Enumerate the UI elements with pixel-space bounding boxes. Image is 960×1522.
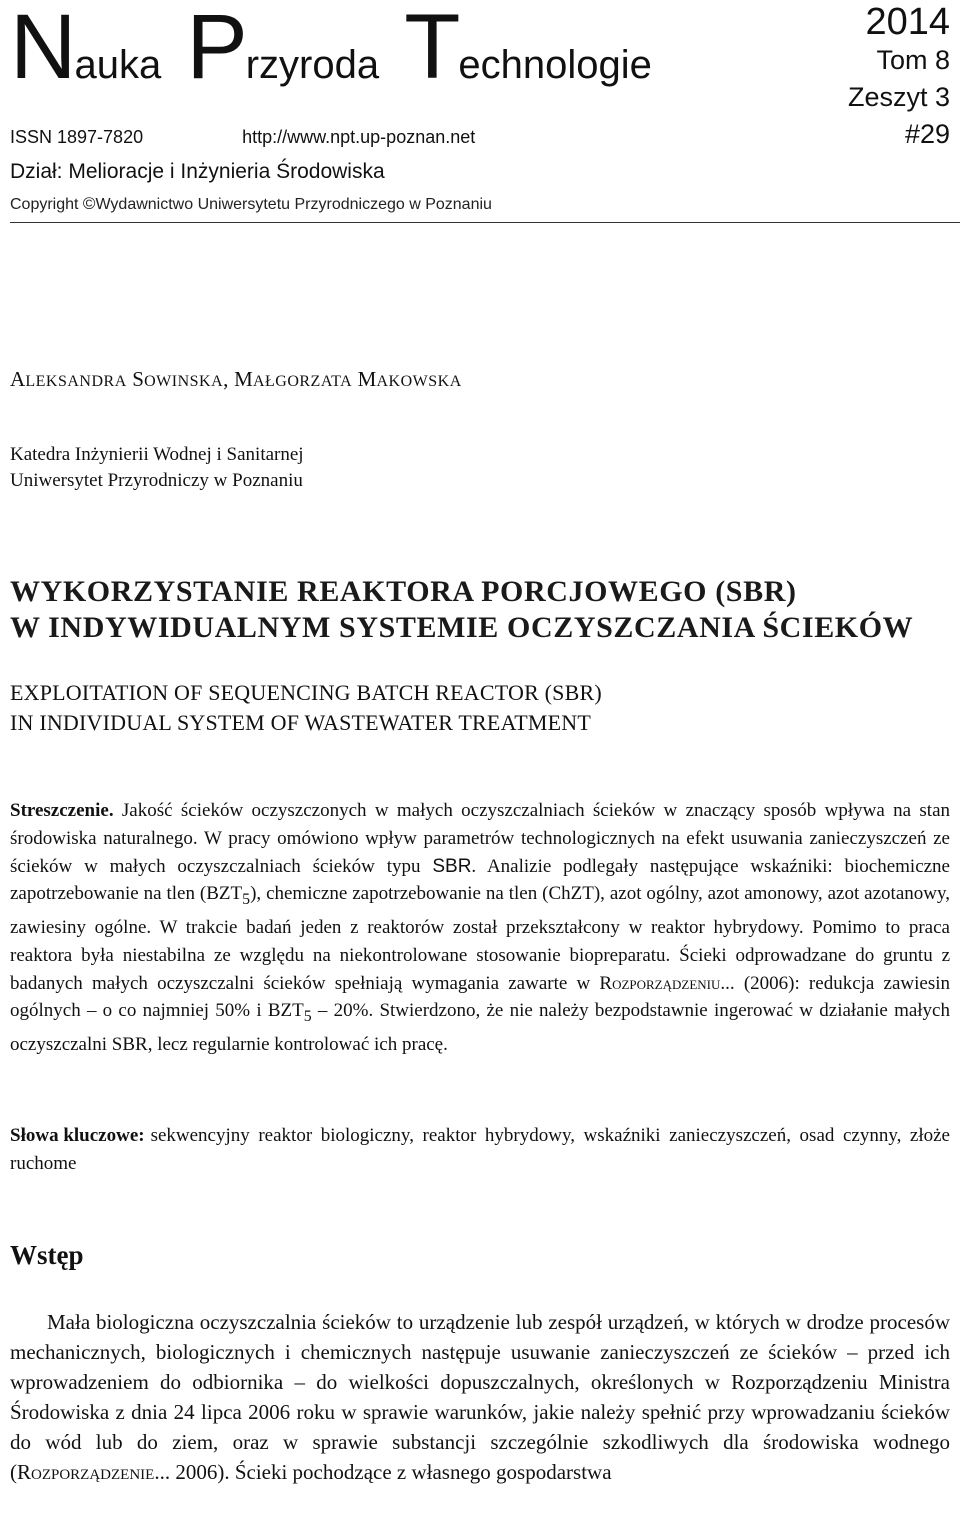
journal-title-word-3: Technologie (404, 0, 652, 98)
issue-serial: #29 (904, 119, 950, 149)
issue-volume: Tom 8 (876, 45, 950, 75)
journal-title-word-1: Nauka (10, 0, 162, 98)
abstract: Streszczenie. Jakość ścieków oczyszczonych w małych oczyszczalniach ścieków w znaczący sposób wpływa na stan środowiska naturalnego. W pracy omówiono wpływ parametrów technologicznych na efekt usuwania zanieczyszczeń ze ścieków w małych oczyszczalniach ścieków typu SBR. Analizie podlegały następujące wskaźniki: biochemiczne zapotrzebowanie na tlen $(BZT_5)$, chemiczne zapotrzebowanie na tlen (ChZT), azot ogólny, azot amonowy, azot azotanowy, zawiesiny ogólne. W trakcie badań jeden z reaktorów został przekształcony w reaktor hybrydowy. Pomimo to praca reaktora była niestabilna ze względu na niekontrolowane stosowanie biopreparatu. Ścieki odprowadzane do gruntu z badanych małych oczyszczalni ścieków spełniają wymagania zawarte w Rozporządzeniu... (2006): redukcja zawiesin ogólnych – o co najmniej 50% i $BZT_5 - 20\%$. Stwierdzono, że nie należy bezpodstawnie ingerować w działanie małych oczyszczalni SBR, lecz regularnie kontrolować ich pracę. (10, 800, 951, 1055)
journal-title-word-2: Przyroda (186, 0, 380, 98)
issue-info (848, 2, 950, 153)
title-polish: WYKORZYSTANIE REAKTORA PORCJOWEGO (SBR) W INDYWIDUALNYM SYSTEMIE OCZYSZCZANIA ŚCIEKÓW (10, 575, 914, 644)
journal-section: Dział: Melioracje i Inżynieria Środowiska (10, 160, 385, 183)
keywords-text: sekwencyjny reaktor biologiczny, reaktor hybrydowy, wskaźniki zanieczyszczeń, osad czynny, złoże ruchome (10, 1125, 950, 1174)
affiliation-university: Uniwersytet Przyrodniczy w Poznaniu (10, 470, 303, 491)
section-heading-intro: Wstęp (10, 1240, 84, 1270)
masthead-divider (10, 222, 960, 223)
journal-url-link[interactable]: http://www.npt.up-poznan.net (242, 127, 476, 147)
copyright-notice: Copyright ©Wydawnictwo Uniwersytetu Przyrodniczego w Poznaniu (10, 194, 492, 213)
regulation-ref: Rozporządzenie (17, 1460, 155, 1484)
masthead (10, 2, 950, 222)
keywords-label: Słowa kluczowe: (10, 1125, 145, 1146)
issue-year: 2014 (865, 1, 950, 43)
regulation-ref: Rozporządzeniu (599, 972, 721, 994)
copyright-icon: © (82, 194, 96, 213)
issn: ISSN 1897-7820 (10, 127, 144, 147)
author-1: ALEKSANDRA SOWINSKA (10, 367, 224, 391)
intro-paragraph: Mała biologiczna oczyszczalnia ścieków to urządzenie lub zespół urządzeń, w których w drodze procesów mechanicznych, biologicznych i chemicznych następuje usuwanie zanieczyszczeń ze ścieków – przed ich wprowadzeniem do odbiornika – do wielkości dopuszczalnych, określonych w Rozporządzeniu Ministra Środowiska z dnia 24 lipca 2006 roku w sprawie warunków, jakie należy spełnić przy wprowadzaniu ścieków do wód lub do ziem, oraz w sprawie substancji szczególnie szkodliwych dla środowiska wodnego (Rozporządzenie... 2006). Ścieki pochodzące z własnego gospodarstwa (10, 1310, 950, 1484)
authors: ALEKSANDRA SOWINSKA, MAŁGORZATA MAKOWSKA (10, 367, 462, 391)
keywords (10, 1122, 950, 1178)
journal-title (10, 2, 666, 110)
author-2: MAŁGORZATA MAKOWSKA (234, 367, 462, 391)
issue-number: Zeszyt 3 (847, 82, 950, 112)
affiliation (10, 442, 304, 494)
affiliation-department: Katedra Inżynierii Wodnej i Sanitarnej (10, 444, 304, 465)
abstract-label: Streszczenie. (10, 800, 114, 821)
journal-meta (10, 127, 475, 148)
title-english: EXPLOITATION OF SEQUENCING BATCH REACTOR (SBR) IN INDIVIDUAL SYSTEM OF WASTEWATER TREATMENT (10, 680, 602, 735)
